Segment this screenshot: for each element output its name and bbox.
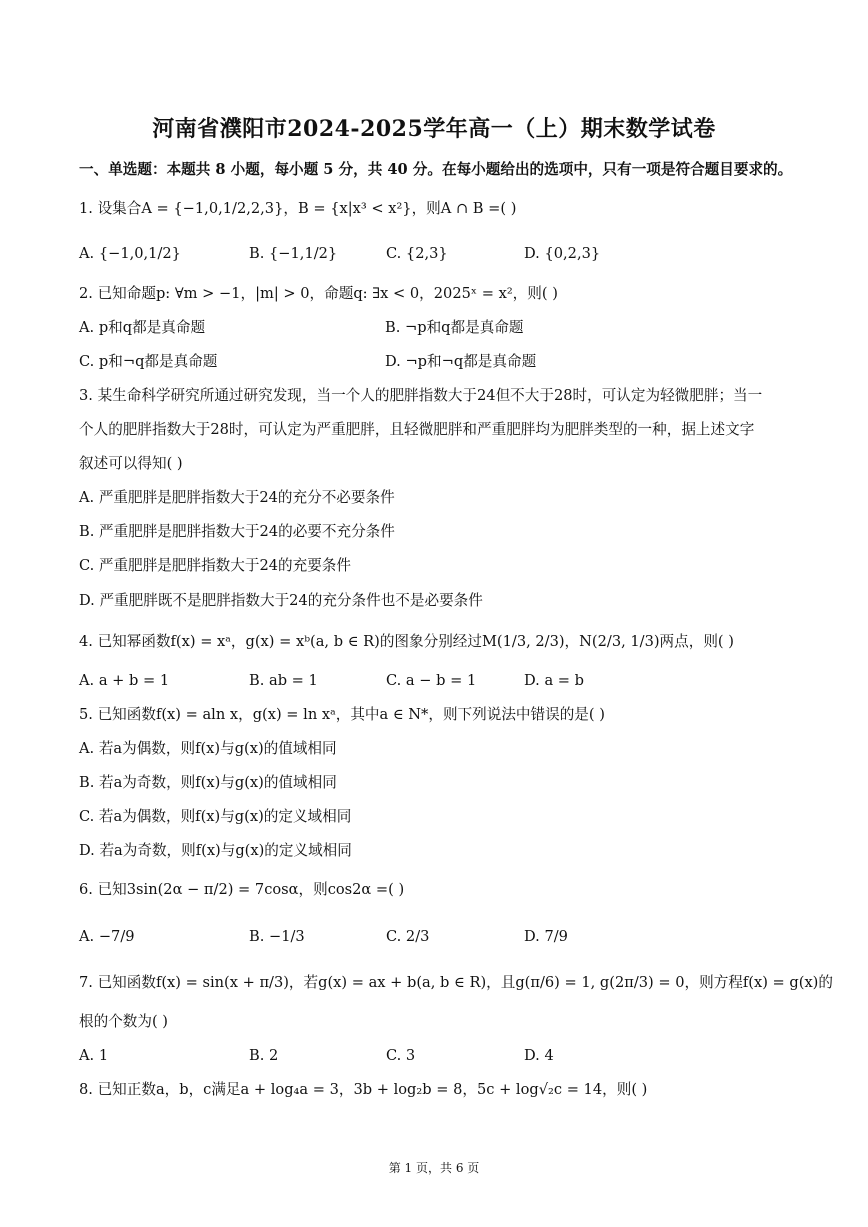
- q7-option-c: C. 3: [386, 1047, 416, 1064]
- q5-option-c: C. 若a为偶数，则f(x)与g(x)的定义域相同: [79, 808, 352, 825]
- q1-option-a: A. {−1,0,1/2}: [79, 245, 181, 262]
- q7-option-b: B. 2: [249, 1047, 279, 1064]
- q1-option-b: B. {−1,1/2}: [249, 245, 338, 262]
- q8-stem: 8. 已知正数a，b，c满足a + log₄a = 3，3b + log₂b = 8，5c + log√₂c = 14，则( ): [79, 1081, 648, 1098]
- q6-option-a: A. −7/9: [79, 928, 135, 945]
- q6-option-b: B. −1/3: [249, 928, 305, 945]
- q6-stem: 6. 已知3sin(2α − π/2) = 7cosα，则cos2α =( ): [79, 881, 405, 898]
- q3-option-d: D. 严重肥胖既不是肥胖指数大于24的充分条件也不是必要条件: [79, 592, 483, 609]
- q3-stem-line-2: 个人的肥胖指数大于28时，可认定为严重肥胖，且轻微肥胖和严重肥胖均为肥胖类型的一种，据上述文字: [79, 421, 755, 438]
- q3-stem-line-3: 叙述可以得知( ): [79, 455, 183, 472]
- q2-option-a: A. p和q都是真命题: [79, 319, 206, 336]
- section-heading: 一、单选题：本题共 8 小题，每小题 5 分，共 40 分。在每小题给出的选项中，只有一项是符合题目要求的。: [79, 161, 793, 178]
- q2-option-d: D. ¬p和¬q都是真命题: [385, 353, 537, 370]
- q7-stem-line-1: 7. 已知函数f(x) = sin(x + π/3)，若g(x) = ax + b(a, b ∈ R)，且g(π/6) = 1, g(2π/3) = 0，则方程f(x) = g(x)的: [79, 974, 833, 991]
- q5-stem: 5. 已知函数f(x) = aln x，g(x) = ln xᵃ，其中a ∈ N*，则下列说法中错误的是( ): [79, 706, 605, 723]
- q7-option-d: D. 4: [524, 1047, 554, 1064]
- q3-option-c: C. 严重肥胖是肥胖指数大于24的充要条件: [79, 557, 351, 574]
- q6-option-c: C. 2/3: [386, 928, 430, 945]
- exam-title: 河南省濮阳市2024-2025学年高一（上）期末数学试卷: [152, 116, 716, 142]
- q1-option-c: C. {2,3}: [386, 245, 448, 262]
- q3-option-a: A. 严重肥胖是肥胖指数大于24的充分不必要条件: [79, 489, 395, 506]
- q1-option-d: D. {0,2,3}: [524, 245, 601, 262]
- q1-stem: 1. 设集合A = {−1,0,1/2,2,3}，B = {x|x³ < x²}，则A ∩ B =( ): [79, 200, 517, 217]
- q3-stem-line-1: 3. 某生命科学研究所通过研究发现，当一个人的肥胖指数大于24但不大于28时，可认定为轻微肥胖；当一: [79, 387, 763, 404]
- q4-option-d: D. a = b: [524, 672, 585, 689]
- q7-stem-line-2: 根的个数为( ): [79, 1013, 168, 1030]
- q6-option-d: D. 7/9: [524, 928, 568, 945]
- q2-option-c: C. p和¬q都是真命题: [79, 353, 218, 370]
- q5-option-b: B. 若a为奇数，则f(x)与g(x)的值域相同: [79, 774, 337, 791]
- q4-option-a: A. a + b = 1: [79, 672, 170, 689]
- page-footer: 第 1 页，共 6 页: [388, 1161, 480, 1175]
- q4-stem: 4. 已知幂函数f(x) = xᵃ，g(x) = xᵇ(a, b ∈ R)的图象分别经过M(1/3, 2/3)，N(2/3, 1/3)两点，则( ): [79, 633, 734, 650]
- q4-option-b: B. ab = 1: [249, 672, 318, 689]
- q2-option-b: B. ¬p和q都是真命题: [385, 319, 524, 336]
- q3-option-b: B. 严重肥胖是肥胖指数大于24的必要不充分条件: [79, 523, 395, 540]
- q5-option-a: A. 若a为偶数，则f(x)与g(x)的值域相同: [79, 740, 337, 757]
- q2-stem: 2. 已知命题p: ∀m > −1，|m| > 0，命题q: ∃x < 0，2025ˣ = x²，则( ): [79, 285, 558, 302]
- q4-option-c: C. a − b = 1: [386, 672, 477, 689]
- q7-option-a: A. 1: [79, 1047, 109, 1064]
- q5-option-d: D. 若a为奇数，则f(x)与g(x)的定义域相同: [79, 842, 352, 859]
